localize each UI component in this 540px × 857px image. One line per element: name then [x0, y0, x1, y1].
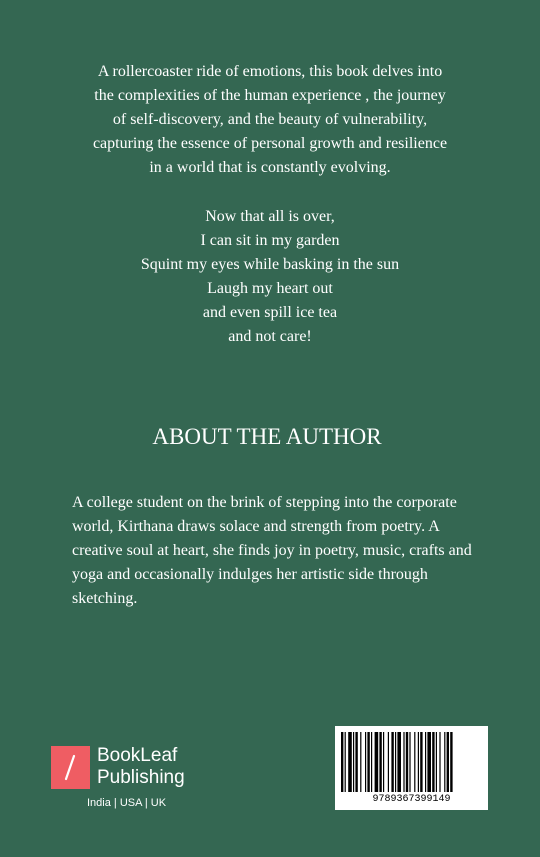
publisher-name — [97, 745, 185, 789]
publisher-name-line1: BookLeaf — [97, 745, 178, 766]
poem-line: and not care! — [228, 328, 312, 345]
blurb-line: capturing the essence of personal growth and resilience — [92, 135, 448, 152]
blurb-line: A rollercoaster ride of emotions, this book delves into — [97, 63, 443, 80]
isbn-barcode — [335, 726, 488, 810]
author-bio: A college student on the brink of stepping into the corporate world, Kirthana draws solace and strength from poetry. A creative soul at heart, she finds joy in poetry, music, crafts and yoga and occasionally indulges her artistic side through sketching. — [72, 494, 472, 607]
publisher-regions: India | USA | UK — [87, 797, 167, 809]
poem-excerpt — [40, 205, 500, 349]
blurb-line: the complexities of the human experience , the journey — [94, 87, 446, 104]
isbn-number: 9789367399149 — [372, 794, 451, 805]
publisher-logo — [51, 746, 211, 816]
poem-line: Laugh my heart out — [207, 280, 333, 297]
poem-line: Squint my eyes while basking in the sun — [140, 256, 400, 273]
about-author-heading: ABOUT THE AUTHOR — [152, 424, 382, 449]
barcode-bars-icon — [341, 732, 482, 792]
slash-logo-icon — [51, 746, 90, 789]
poem-line: Now that all is over, — [205, 208, 335, 225]
blurb-line: in a world that is constantly evolving. — [149, 159, 391, 176]
poem-line: I can sit in my garden — [200, 232, 340, 249]
poem-line: and even spill ice tea — [202, 304, 338, 321]
book-blurb — [40, 60, 500, 180]
publisher-name-line2: Publishing — [97, 767, 185, 788]
blurb-line: of self-discovery, and the beauty of vulnerability, — [112, 111, 428, 128]
